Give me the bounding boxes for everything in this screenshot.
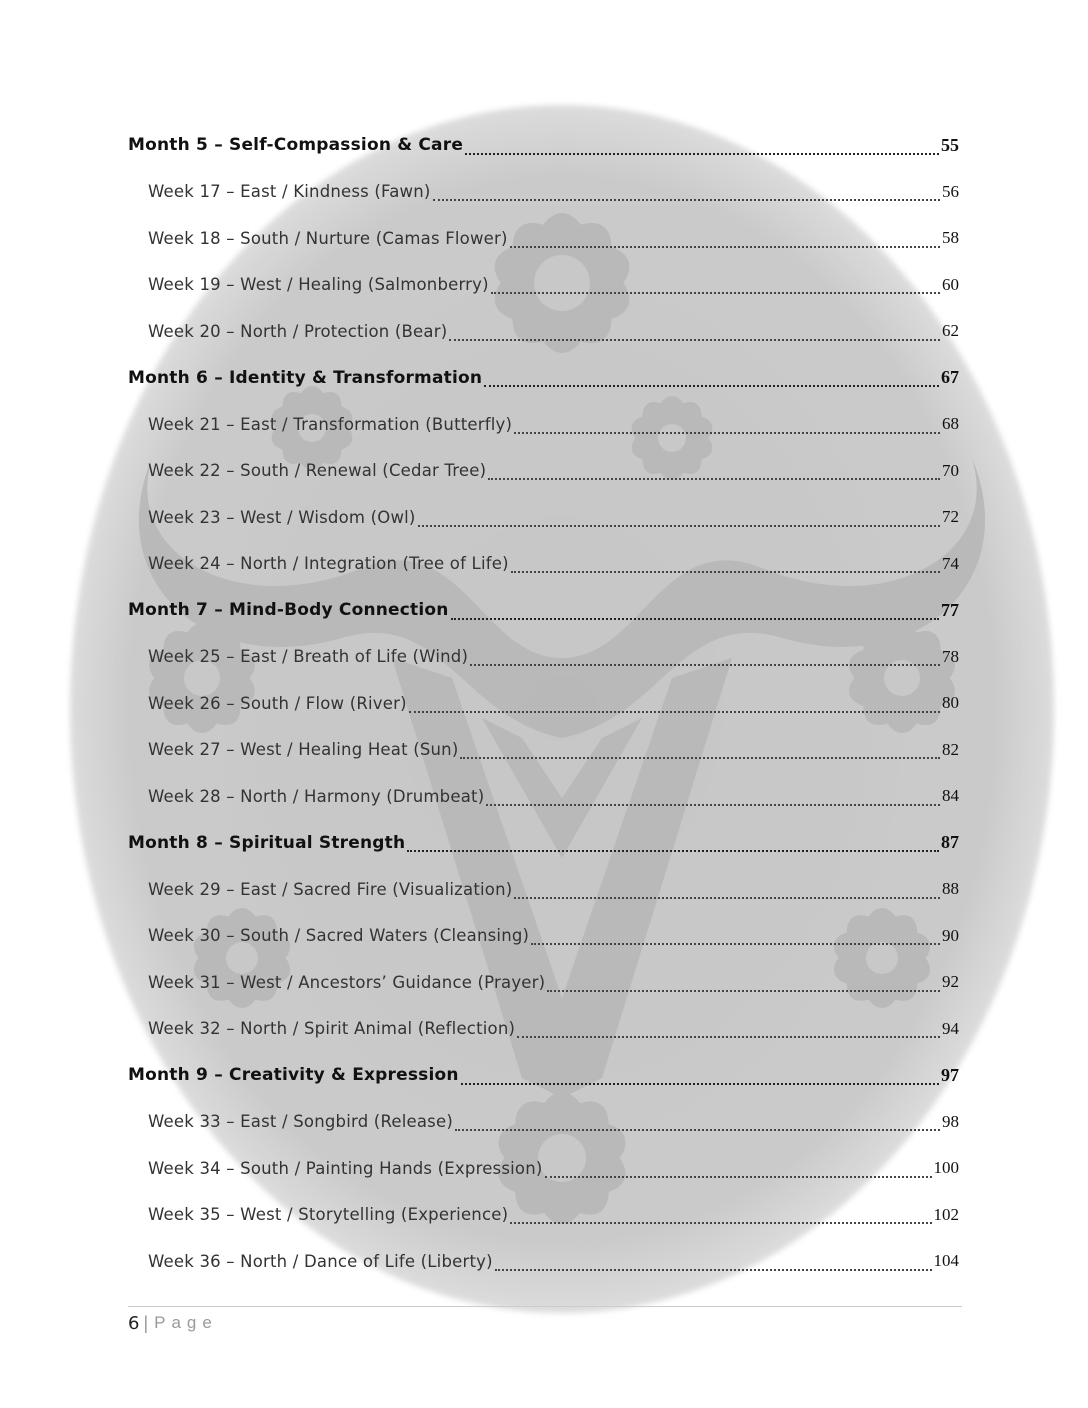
toc-entry-label: Week 32 – North / Spirit Animal (Reflection)	[148, 1019, 516, 1039]
toc-week-entry[interactable]	[128, 448, 959, 495]
toc-entry-page-number: 68	[942, 414, 959, 434]
dot-leader	[465, 152, 939, 155]
dot-leader	[451, 617, 939, 620]
toc-entry-label: Month 9 – Creativity & Expression	[128, 1065, 459, 1086]
toc-month-entry[interactable]	[128, 587, 959, 634]
footer-divider	[128, 1306, 962, 1307]
toc-month-entry[interactable]	[128, 122, 959, 169]
toc-week-entry[interactable]	[128, 1192, 959, 1239]
page-number: 6	[128, 1312, 140, 1334]
toc-entry-page-number: 92	[942, 972, 959, 992]
toc-entry-page-number: 70	[942, 460, 959, 480]
toc-entry-page-number: 82	[942, 739, 959, 759]
toc-week-entry[interactable]	[128, 169, 959, 216]
toc-week-entry[interactable]	[128, 866, 959, 913]
toc-entry-page-number: 102	[933, 1204, 959, 1224]
dot-leader	[547, 989, 940, 992]
toc-entry-page-number: 67	[941, 367, 959, 388]
toc-entry-page-number: 72	[942, 507, 959, 527]
toc-month-entry[interactable]	[128, 820, 959, 867]
toc-entry-page-number: 56	[942, 181, 959, 201]
toc-entry-label: Week 19 – West / Healing (Salmonberry)	[148, 275, 489, 295]
toc-entry-label: Week 31 – West / Ancestors’ Guidance (Prayer)	[148, 972, 546, 992]
toc-entry-label: Week 29 – East / Sacred Fire (Visualization)	[148, 879, 513, 899]
toc-week-entry[interactable]	[128, 773, 959, 820]
dot-leader	[470, 663, 940, 666]
toc-entry-label: Week 33 – East / Songbird (Release)	[148, 1112, 453, 1132]
toc-week-entry[interactable]	[128, 541, 959, 588]
toc-week-entry[interactable]	[128, 913, 959, 960]
toc-entry-label: Week 36 – North / Dance of Life (Liberty)	[148, 1251, 493, 1271]
toc-entry-label: Week 30 – South / Sacred Waters (Cleansing)	[148, 926, 530, 946]
toc-entry-page-number: 80	[942, 693, 959, 713]
toc-entry-label: Week 34 – South / Painting Hands (Expression)	[148, 1158, 543, 1178]
dot-leader	[409, 710, 940, 713]
toc-week-entry[interactable]	[128, 680, 959, 727]
toc-week-entry[interactable]	[128, 1238, 959, 1285]
page-label: Page	[154, 1313, 218, 1332]
toc-entry-label: Month 8 – Spiritual Strength	[128, 832, 406, 853]
dot-leader	[449, 338, 940, 341]
toc-entry-page-number: 90	[942, 925, 959, 945]
toc-entry-label: Week 17 – East / Kindness (Fawn)	[148, 182, 431, 202]
toc-entry-page-number: 97	[941, 1064, 959, 1085]
dot-leader	[461, 1082, 939, 1085]
dot-leader	[514, 431, 940, 434]
page-footer	[128, 1310, 218, 1336]
toc-entry-label: Week 28 – North / Harmony (Drumbeat)	[148, 786, 485, 806]
toc-entry-page-number: 77	[941, 599, 959, 620]
toc-week-entry[interactable]	[128, 494, 959, 541]
dot-leader	[455, 1128, 940, 1131]
toc-entry-label: Week 25 – East / Breath of Life (Wind)	[148, 647, 469, 667]
dot-leader	[488, 477, 940, 480]
dot-leader	[491, 291, 940, 294]
toc-entry-label: Week 23 – West / Wisdom (Owl)	[148, 507, 416, 527]
toc-entry-page-number: 98	[942, 1111, 959, 1131]
toc-entry-label: Month 5 – Self-Compassion & Care	[128, 135, 464, 156]
dot-leader	[514, 896, 940, 899]
dot-leader	[484, 384, 939, 387]
toc-entry-label: Week 26 – South / Flow (River)	[148, 693, 407, 713]
dot-leader	[495, 1268, 932, 1271]
dot-leader	[531, 942, 940, 945]
dot-leader	[510, 245, 940, 248]
toc-week-entry[interactable]	[128, 727, 959, 774]
toc-entry-label: Week 24 – North / Integration (Tree of Life)	[148, 554, 509, 574]
toc-entry-page-number: 104	[933, 1251, 959, 1271]
footer-separator: |	[143, 1312, 149, 1333]
toc-week-entry[interactable]	[128, 959, 959, 1006]
toc-week-entry[interactable]	[128, 262, 959, 309]
toc-entry-label: Week 18 – South / Nurture (Camas Flower)	[148, 228, 508, 248]
toc-entry-page-number: 58	[942, 228, 959, 248]
dot-leader	[517, 1035, 940, 1038]
toc-entry-page-number: 62	[942, 321, 959, 341]
dot-leader	[418, 524, 940, 527]
dot-leader	[510, 1221, 931, 1224]
toc-week-entry[interactable]	[128, 1006, 959, 1053]
toc-entry-label: Week 35 – West / Storytelling (Experience)	[148, 1205, 509, 1225]
toc-week-entry[interactable]	[128, 1145, 959, 1192]
table-of-contents	[128, 122, 959, 1285]
toc-month-entry[interactable]	[128, 1052, 959, 1099]
dot-leader	[407, 849, 939, 852]
toc-week-entry[interactable]	[128, 215, 959, 262]
toc-entry-page-number: 100	[933, 1158, 959, 1178]
toc-entry-page-number: 55	[941, 134, 959, 155]
toc-week-entry[interactable]	[128, 401, 959, 448]
toc-entry-page-number: 60	[942, 274, 959, 294]
toc-entry-page-number: 84	[942, 786, 959, 806]
toc-entry-page-number: 94	[942, 1018, 959, 1038]
toc-week-entry[interactable]	[128, 634, 959, 681]
toc-entry-page-number: 78	[942, 646, 959, 666]
toc-entry-label: Week 22 – South / Renewal (Cedar Tree)	[148, 461, 487, 481]
dot-leader	[486, 803, 940, 806]
toc-entry-page-number: 88	[942, 879, 959, 899]
toc-entry-label: Month 7 – Mind-Body Connection	[128, 600, 449, 621]
toc-entry-page-number: 87	[941, 832, 959, 853]
toc-month-entry[interactable]	[128, 355, 959, 402]
toc-week-entry[interactable]	[128, 1099, 959, 1146]
toc-entry-label: Week 21 – East / Transformation (Butterfly)	[148, 414, 513, 434]
toc-entry-label: Week 27 – West / Healing Heat (Sun)	[148, 740, 459, 760]
dot-leader	[433, 198, 940, 201]
dot-leader	[460, 756, 940, 759]
toc-week-entry[interactable]	[128, 308, 959, 355]
toc-entry-page-number: 74	[942, 553, 959, 573]
toc-entry-label: Week 20 – North / Protection (Bear)	[148, 321, 448, 341]
toc-entry-label: Month 6 – Identity & Transformation	[128, 367, 483, 388]
dot-leader	[545, 1175, 932, 1178]
dot-leader	[511, 570, 940, 573]
